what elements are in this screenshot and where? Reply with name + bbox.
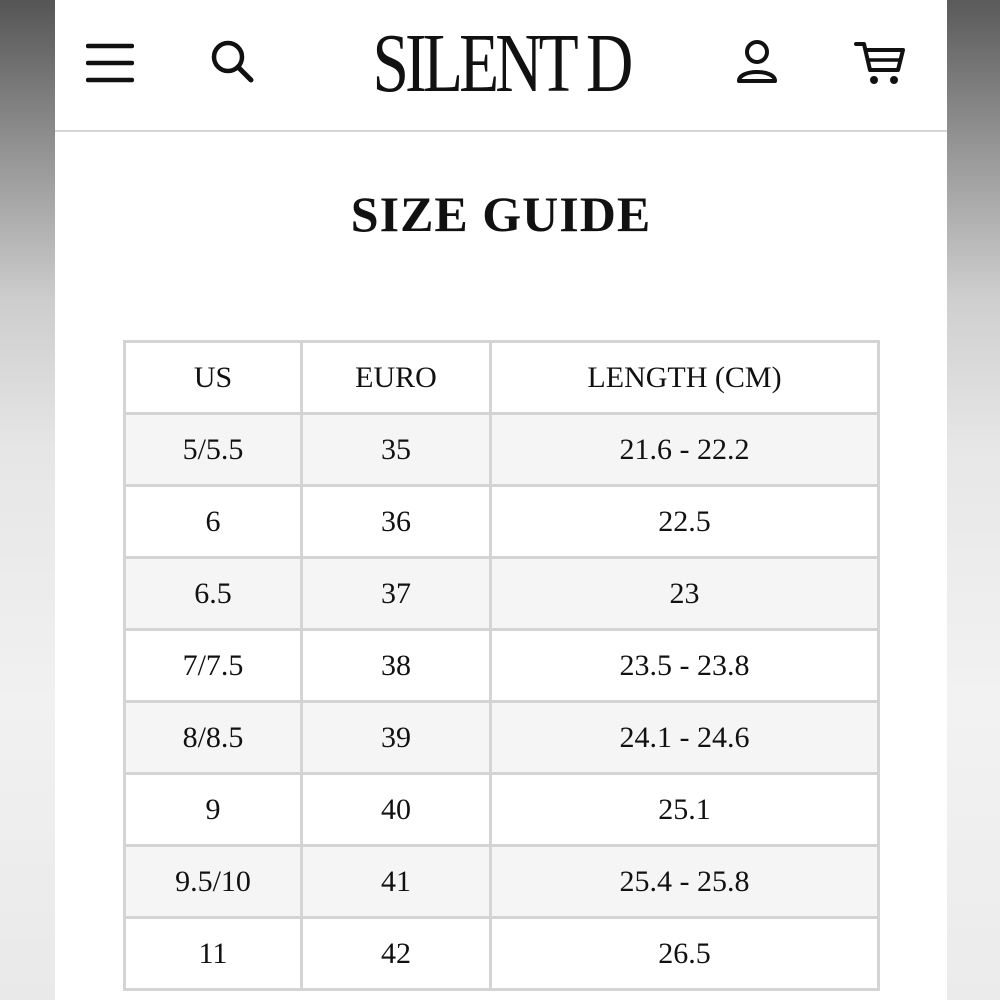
table-row xyxy=(125,774,879,846)
us-size-cell: 11 xyxy=(125,918,302,990)
length-cell: 25.1 xyxy=(491,774,879,846)
euro-size-cell: 36 xyxy=(302,486,491,558)
brand-logo[interactable]: SILENT D xyxy=(372,17,630,110)
user-icon xyxy=(734,37,780,87)
euro-size-cell: 40 xyxy=(302,774,491,846)
length-cell: 23 xyxy=(491,558,879,630)
size-guide-table xyxy=(123,340,880,991)
us-size-cell: 7/7.5 xyxy=(125,630,302,702)
cart-button[interactable] xyxy=(853,38,907,88)
site-header xyxy=(55,0,947,132)
menu-button[interactable] xyxy=(86,40,134,86)
column-header-us: US xyxy=(125,342,302,414)
account-button[interactable] xyxy=(734,37,780,87)
cart-icon xyxy=(853,38,907,88)
table-row xyxy=(125,702,879,774)
table-row xyxy=(125,846,879,918)
hamburger-menu-icon xyxy=(86,40,134,86)
euro-size-cell: 39 xyxy=(302,702,491,774)
table-row xyxy=(125,558,879,630)
length-cell: 21.6 - 22.2 xyxy=(491,414,879,486)
euro-size-cell: 35 xyxy=(302,414,491,486)
euro-size-cell: 42 xyxy=(302,918,491,990)
euro-size-cell: 41 xyxy=(302,846,491,918)
us-size-cell: 8/8.5 xyxy=(125,702,302,774)
us-size-cell: 9.5/10 xyxy=(125,846,302,918)
search-icon xyxy=(207,37,257,87)
euro-size-cell: 38 xyxy=(302,630,491,702)
us-size-cell: 6 xyxy=(125,486,302,558)
search-button[interactable] xyxy=(207,37,257,87)
page xyxy=(55,0,947,1000)
table-header-row xyxy=(125,342,879,414)
us-size-cell: 9 xyxy=(125,774,302,846)
right-backdrop xyxy=(947,0,1000,1000)
left-backdrop xyxy=(0,0,55,1000)
length-cell: 26.5 xyxy=(491,918,879,990)
table-row xyxy=(125,918,879,990)
us-size-cell: 6.5 xyxy=(125,558,302,630)
table-row xyxy=(125,486,879,558)
table-row xyxy=(125,414,879,486)
column-header-length: LENGTH (CM) xyxy=(491,342,879,414)
us-size-cell: 5/5.5 xyxy=(125,414,302,486)
length-cell: 23.5 - 23.8 xyxy=(491,630,879,702)
length-cell: 22.5 xyxy=(491,486,879,558)
length-cell: 24.1 - 24.6 xyxy=(491,702,879,774)
column-header-euro: EURO xyxy=(302,342,491,414)
length-cell: 25.4 - 25.8 xyxy=(491,846,879,918)
euro-size-cell: 37 xyxy=(302,558,491,630)
table-row xyxy=(125,630,879,702)
page-title: SIZE GUIDE xyxy=(350,186,652,242)
